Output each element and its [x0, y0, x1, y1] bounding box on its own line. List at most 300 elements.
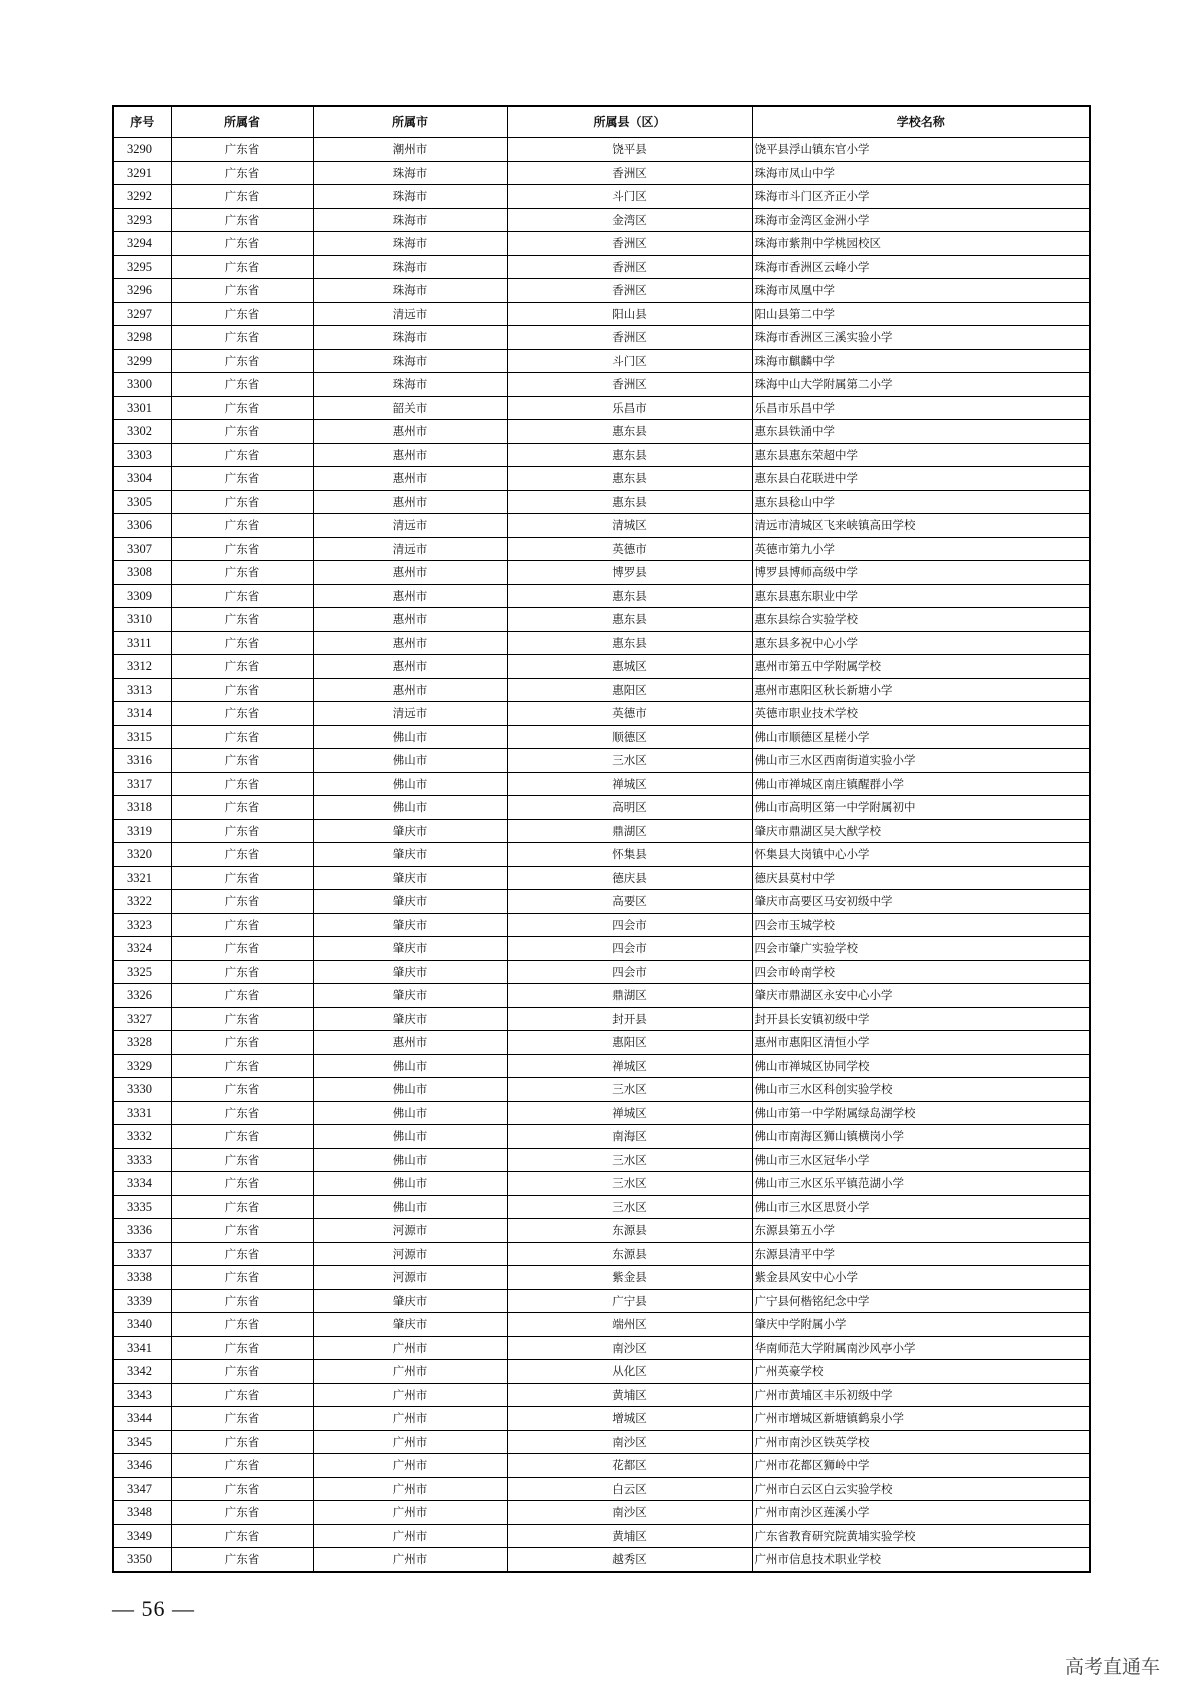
- cell-serial: 3305: [113, 490, 171, 514]
- cell-province: 广东省: [171, 1242, 313, 1266]
- table-header-row: [113, 106, 1090, 138]
- cell-serial: 3293: [113, 208, 171, 232]
- cell-province: 广东省: [171, 913, 313, 937]
- cell-city: 惠州市: [313, 490, 507, 514]
- cell-school-name: 广东省教育研究院黄埔实验学校: [752, 1524, 1090, 1548]
- cell-city: 珠海市: [313, 373, 507, 397]
- cell-province: 广东省: [171, 1266, 313, 1290]
- cell-serial: 3333: [113, 1148, 171, 1172]
- cell-city: 佛山市: [313, 1125, 507, 1149]
- cell-school-name: 博罗县博师高级中学: [752, 561, 1090, 585]
- cell-school-name: 肇庆市高要区马安初级中学: [752, 890, 1090, 914]
- cell-county: 端州区: [507, 1313, 752, 1337]
- cell-province: 广东省: [171, 373, 313, 397]
- cell-city: 珠海市: [313, 255, 507, 279]
- table-row: [113, 349, 1090, 373]
- cell-serial: 3349: [113, 1524, 171, 1548]
- cell-city: 佛山市: [313, 725, 507, 749]
- cell-city: 清远市: [313, 702, 507, 726]
- cell-county: 惠东县: [507, 584, 752, 608]
- cell-school-name: 广州市南沙区铁英学校: [752, 1430, 1090, 1454]
- cell-city: 佛山市: [313, 1195, 507, 1219]
- table-row: [113, 1548, 1090, 1572]
- table-row: [113, 138, 1090, 162]
- cell-county: 香洲区: [507, 326, 752, 350]
- table-row: [113, 937, 1090, 961]
- cell-serial: 3341: [113, 1336, 171, 1360]
- cell-province: 广东省: [171, 1125, 313, 1149]
- cell-school-name: 珠海市香洲区云峰小学: [752, 255, 1090, 279]
- cell-province: 广东省: [171, 349, 313, 373]
- cell-county: 饶平县: [507, 138, 752, 162]
- cell-province: 广东省: [171, 1101, 313, 1125]
- cell-county: 东源县: [507, 1242, 752, 1266]
- cell-serial: 3298: [113, 326, 171, 350]
- table-row: [113, 1054, 1090, 1078]
- cell-school-name: 饶平县浮山镇东官小学: [752, 138, 1090, 162]
- cell-province: 广东省: [171, 1430, 313, 1454]
- cell-school-name: 惠东县铁涌中学: [752, 420, 1090, 444]
- cell-serial: 3304: [113, 467, 171, 491]
- table-row: [113, 1101, 1090, 1125]
- cell-province: 广东省: [171, 1477, 313, 1501]
- cell-serial: 3317: [113, 772, 171, 796]
- cell-province: 广东省: [171, 1031, 313, 1055]
- table-row: [113, 185, 1090, 209]
- cell-serial: 3324: [113, 937, 171, 961]
- cell-school-name: 阳山县第二中学: [752, 302, 1090, 326]
- cell-province: 广东省: [171, 326, 313, 350]
- cell-county: 怀集县: [507, 843, 752, 867]
- cell-serial: 3319: [113, 819, 171, 843]
- cell-county: 惠东县: [507, 631, 752, 655]
- cell-serial: 3306: [113, 514, 171, 538]
- cell-school-name: 珠海市斗门区齐正小学: [752, 185, 1090, 209]
- cell-county: 英德市: [507, 702, 752, 726]
- cell-city: 肇庆市: [313, 1313, 507, 1337]
- cell-province: 广东省: [171, 1383, 313, 1407]
- cell-city: 惠州市: [313, 420, 507, 444]
- cell-province: 广东省: [171, 608, 313, 632]
- cell-school-name: 佛山市顺德区星槎小学: [752, 725, 1090, 749]
- cell-city: 清远市: [313, 514, 507, 538]
- cell-city: 广州市: [313, 1454, 507, 1478]
- cell-serial: 3336: [113, 1219, 171, 1243]
- header-city: 所属市: [313, 106, 507, 138]
- page-number: — 56 —: [112, 1596, 195, 1621]
- cell-county: 从化区: [507, 1360, 752, 1384]
- cell-province: 广东省: [171, 1336, 313, 1360]
- cell-county: 惠东县: [507, 467, 752, 491]
- cell-school-name: 惠州市惠阳区清恒小学: [752, 1031, 1090, 1055]
- cell-serial: 3337: [113, 1242, 171, 1266]
- cell-school-name: 佛山市高明区第一中学附属初中: [752, 796, 1090, 820]
- cell-province: 广东省: [171, 1289, 313, 1313]
- cell-county: 黄埔区: [507, 1524, 752, 1548]
- cell-city: 肇庆市: [313, 1289, 507, 1313]
- cell-serial: 3301: [113, 396, 171, 420]
- table-row: [113, 1219, 1090, 1243]
- cell-county: 英德市: [507, 537, 752, 561]
- cell-province: 广东省: [171, 279, 313, 303]
- cell-county: 香洲区: [507, 279, 752, 303]
- cell-county: 禅城区: [507, 1054, 752, 1078]
- cell-city: 广州市: [313, 1524, 507, 1548]
- table-row: [113, 326, 1090, 350]
- cell-city: 肇庆市: [313, 1007, 507, 1031]
- cell-city: 佛山市: [313, 796, 507, 820]
- cell-school-name: 惠东县白花联进中学: [752, 467, 1090, 491]
- table-row: [113, 631, 1090, 655]
- cell-school-name: 佛山市三水区思贤小学: [752, 1195, 1090, 1219]
- cell-school-name: 佛山市南海区狮山镇横岗小学: [752, 1125, 1090, 1149]
- table-row: [113, 1524, 1090, 1548]
- cell-school-name: 广州市白云区白云实验学校: [752, 1477, 1090, 1501]
- cell-city: 广州市: [313, 1501, 507, 1525]
- cell-province: 广东省: [171, 584, 313, 608]
- cell-city: 肇庆市: [313, 960, 507, 984]
- cell-county: 香洲区: [507, 255, 752, 279]
- cell-county: 金湾区: [507, 208, 752, 232]
- cell-county: 惠东县: [507, 443, 752, 467]
- cell-serial: 3297: [113, 302, 171, 326]
- cell-serial: 3329: [113, 1054, 171, 1078]
- cell-province: 广东省: [171, 1524, 313, 1548]
- cell-county: 高要区: [507, 890, 752, 914]
- cell-school-name: 珠海市凤山中学: [752, 161, 1090, 185]
- cell-city: 河源市: [313, 1219, 507, 1243]
- cell-county: 香洲区: [507, 232, 752, 256]
- cell-serial: 3294: [113, 232, 171, 256]
- table-row: [113, 866, 1090, 890]
- header-serial: 序号: [113, 106, 171, 138]
- cell-province: 广东省: [171, 1148, 313, 1172]
- cell-county: 顺德区: [507, 725, 752, 749]
- cell-province: 广东省: [171, 890, 313, 914]
- cell-city: 佛山市: [313, 1101, 507, 1125]
- cell-county: 香洲区: [507, 161, 752, 185]
- cell-serial: 3290: [113, 138, 171, 162]
- cell-province: 广东省: [171, 937, 313, 961]
- cell-school-name: 珠海中山大学附属第二小学: [752, 373, 1090, 397]
- cell-county: 惠城区: [507, 655, 752, 679]
- table-row: [113, 396, 1090, 420]
- table-row: [113, 373, 1090, 397]
- cell-serial: 3335: [113, 1195, 171, 1219]
- cell-school-name: 四会市肇广实验学校: [752, 937, 1090, 961]
- cell-province: 广东省: [171, 255, 313, 279]
- table-row: [113, 161, 1090, 185]
- cell-school-name: 清远市清城区飞来峡镇高田学校: [752, 514, 1090, 538]
- cell-province: 广东省: [171, 1407, 313, 1431]
- table-row: [113, 819, 1090, 843]
- table-row: [113, 702, 1090, 726]
- cell-school-name: 紫金县风安中心小学: [752, 1266, 1090, 1290]
- table-row: [113, 1125, 1090, 1149]
- table-row: [113, 1477, 1090, 1501]
- cell-serial: 3302: [113, 420, 171, 444]
- cell-serial: 3303: [113, 443, 171, 467]
- cell-school-name: 珠海市凤凰中学: [752, 279, 1090, 303]
- cell-school-name: 珠海市麒麟中学: [752, 349, 1090, 373]
- cell-serial: 3315: [113, 725, 171, 749]
- cell-province: 广东省: [171, 1078, 313, 1102]
- table-row: [113, 1078, 1090, 1102]
- table-row: [113, 913, 1090, 937]
- cell-province: 广东省: [171, 1007, 313, 1031]
- table-row: [113, 1007, 1090, 1031]
- cell-serial: 3334: [113, 1172, 171, 1196]
- cell-county: 斗门区: [507, 349, 752, 373]
- table-row: [113, 1336, 1090, 1360]
- cell-serial: 3310: [113, 608, 171, 632]
- cell-school-name: 佛山市三水区冠华小学: [752, 1148, 1090, 1172]
- table-row: [113, 561, 1090, 585]
- cell-school-name: 广州英豪学校: [752, 1360, 1090, 1384]
- cell-school-name: 珠海市香洲区三溪实验小学: [752, 326, 1090, 350]
- cell-city: 广州市: [313, 1407, 507, 1431]
- cell-county: 高明区: [507, 796, 752, 820]
- cell-province: 广东省: [171, 655, 313, 679]
- cell-county: 清城区: [507, 514, 752, 538]
- cell-serial: 3344: [113, 1407, 171, 1431]
- table-row: [113, 1195, 1090, 1219]
- table-row: [113, 443, 1090, 467]
- cell-city: 惠州市: [313, 1031, 507, 1055]
- cell-city: 佛山市: [313, 772, 507, 796]
- cell-city: 佛山市: [313, 1054, 507, 1078]
- cell-school-name: 广州市花都区狮岭中学: [752, 1454, 1090, 1478]
- cell-city: 珠海市: [313, 232, 507, 256]
- cell-county: 惠阳区: [507, 678, 752, 702]
- cell-city: 清远市: [313, 302, 507, 326]
- cell-school-name: 广宁县何楷铭纪念中学: [752, 1289, 1090, 1313]
- cell-serial: 3326: [113, 984, 171, 1008]
- cell-serial: 3296: [113, 279, 171, 303]
- cell-school-name: 广州市信息技术职业学校: [752, 1548, 1090, 1572]
- cell-city: 韶关市: [313, 396, 507, 420]
- cell-serial: 3346: [113, 1454, 171, 1478]
- cell-province: 广东省: [171, 1195, 313, 1219]
- cell-city: 佛山市: [313, 749, 507, 773]
- cell-province: 广东省: [171, 772, 313, 796]
- cell-province: 广东省: [171, 1454, 313, 1478]
- cell-city: 广州市: [313, 1548, 507, 1572]
- table-row: [113, 490, 1090, 514]
- cell-county: 禅城区: [507, 1101, 752, 1125]
- table-row: [113, 796, 1090, 820]
- table-row: [113, 1242, 1090, 1266]
- cell-province: 广东省: [171, 1501, 313, 1525]
- cell-county: 惠东县: [507, 608, 752, 632]
- cell-county: 香洲区: [507, 373, 752, 397]
- cell-province: 广东省: [171, 749, 313, 773]
- table-row: [113, 255, 1090, 279]
- cell-city: 惠州市: [313, 561, 507, 585]
- cell-school-name: 德庆县莫村中学: [752, 866, 1090, 890]
- cell-county: 广宁县: [507, 1289, 752, 1313]
- cell-province: 广东省: [171, 561, 313, 585]
- cell-serial: 3314: [113, 702, 171, 726]
- cell-county: 鼎湖区: [507, 819, 752, 843]
- cell-province: 广东省: [171, 631, 313, 655]
- cell-province: 广东省: [171, 819, 313, 843]
- cell-province: 广东省: [171, 138, 313, 162]
- cell-county: 三水区: [507, 1078, 752, 1102]
- cell-county: 三水区: [507, 1172, 752, 1196]
- cell-county: 阳山县: [507, 302, 752, 326]
- cell-city: 广州市: [313, 1360, 507, 1384]
- cell-city: 广州市: [313, 1477, 507, 1501]
- cell-school-name: 东源县第五小学: [752, 1219, 1090, 1243]
- cell-school-name: 佛山市三水区乐平镇范湖小学: [752, 1172, 1090, 1196]
- table-row: [113, 1148, 1090, 1172]
- cell-county: 鼎湖区: [507, 984, 752, 1008]
- cell-serial: 3299: [113, 349, 171, 373]
- cell-city: 佛山市: [313, 1148, 507, 1172]
- cell-city: 广州市: [313, 1336, 507, 1360]
- cell-serial: 3308: [113, 561, 171, 585]
- cell-province: 广东省: [171, 185, 313, 209]
- table-row: [113, 890, 1090, 914]
- cell-school-name: 惠东县惠东职业中学: [752, 584, 1090, 608]
- cell-province: 广东省: [171, 467, 313, 491]
- cell-province: 广东省: [171, 420, 313, 444]
- cell-school-name: 广州市增城区新塘镇鹤泉小学: [752, 1407, 1090, 1431]
- cell-serial: 3331: [113, 1101, 171, 1125]
- cell-serial: 3318: [113, 796, 171, 820]
- cell-serial: 3338: [113, 1266, 171, 1290]
- table-row: [113, 1407, 1090, 1431]
- table-row: [113, 678, 1090, 702]
- cell-county: 四会市: [507, 913, 752, 937]
- cell-county: 南沙区: [507, 1501, 752, 1525]
- cell-county: 封开县: [507, 1007, 752, 1031]
- cell-school-name: 佛山市禅城区协同学校: [752, 1054, 1090, 1078]
- cell-serial: 3323: [113, 913, 171, 937]
- cell-city: 肇庆市: [313, 937, 507, 961]
- cell-serial: 3292: [113, 185, 171, 209]
- cell-county: 德庆县: [507, 866, 752, 890]
- cell-school-name: 惠东县综合实验学校: [752, 608, 1090, 632]
- table-row: [113, 302, 1090, 326]
- cell-serial: 3340: [113, 1313, 171, 1337]
- cell-county: 惠东县: [507, 490, 752, 514]
- cell-school-name: 佛山市三水区西南街道实验小学: [752, 749, 1090, 773]
- cell-serial: 3325: [113, 960, 171, 984]
- cell-city: 广州市: [313, 1430, 507, 1454]
- table-row: [113, 514, 1090, 538]
- cell-city: 广州市: [313, 1383, 507, 1407]
- cell-school-name: 珠海市紫荆中学桃园校区: [752, 232, 1090, 256]
- table-row: [113, 420, 1090, 444]
- cell-province: 广东省: [171, 843, 313, 867]
- cell-school-name: 广州市黄埔区丰乐初级中学: [752, 1383, 1090, 1407]
- cell-county: 南沙区: [507, 1430, 752, 1454]
- cell-city: 肇庆市: [313, 866, 507, 890]
- table-row: [113, 1313, 1090, 1337]
- cell-county: 三水区: [507, 1195, 752, 1219]
- cell-province: 广东省: [171, 208, 313, 232]
- cell-serial: 3328: [113, 1031, 171, 1055]
- cell-school-name: 佛山市第一中学附属绿岛湖学校: [752, 1101, 1090, 1125]
- cell-city: 珠海市: [313, 349, 507, 373]
- cell-city: 珠海市: [313, 161, 507, 185]
- cell-county: 惠阳区: [507, 1031, 752, 1055]
- cell-city: 珠海市: [313, 185, 507, 209]
- table-row: [113, 584, 1090, 608]
- watermark-text: 高考直通车: [1064, 1656, 1160, 1678]
- cell-province: 广东省: [171, 514, 313, 538]
- cell-county: 惠东县: [507, 420, 752, 444]
- table-row: [113, 984, 1090, 1008]
- cell-city: 肇庆市: [313, 984, 507, 1008]
- cell-school-name: 封开县长安镇初级中学: [752, 1007, 1090, 1031]
- cell-school-name: 乐昌市乐昌中学: [752, 396, 1090, 420]
- cell-serial: 3343: [113, 1383, 171, 1407]
- cell-school-name: 华南师范大学附属南沙风亭小学: [752, 1336, 1090, 1360]
- cell-city: 肇庆市: [313, 913, 507, 937]
- cell-school-name: 惠东县惠东荣超中学: [752, 443, 1090, 467]
- table-row: [113, 1031, 1090, 1055]
- table-row: [113, 843, 1090, 867]
- cell-serial: 3342: [113, 1360, 171, 1384]
- cell-city: 惠州市: [313, 584, 507, 608]
- cell-county: 乐昌市: [507, 396, 752, 420]
- cell-county: 黄埔区: [507, 1383, 752, 1407]
- cell-county: 南沙区: [507, 1336, 752, 1360]
- header-province: 所属省: [171, 106, 313, 138]
- cell-city: 惠州市: [313, 443, 507, 467]
- cell-school-name: 佛山市禅城区南庄镇醒群小学: [752, 772, 1090, 796]
- cell-city: 佛山市: [313, 1078, 507, 1102]
- cell-serial: 3332: [113, 1125, 171, 1149]
- table-row: [113, 279, 1090, 303]
- cell-province: 广东省: [171, 232, 313, 256]
- cell-serial: 3348: [113, 1501, 171, 1525]
- cell-province: 广东省: [171, 796, 313, 820]
- cell-county: 紫金县: [507, 1266, 752, 1290]
- cell-city: 惠州市: [313, 608, 507, 632]
- cell-serial: 3322: [113, 890, 171, 914]
- cell-serial: 3300: [113, 373, 171, 397]
- cell-serial: 3311: [113, 631, 171, 655]
- cell-school-name: 惠州市第五中学附属学校: [752, 655, 1090, 679]
- cell-county: 三水区: [507, 1148, 752, 1172]
- cell-city: 清远市: [313, 537, 507, 561]
- table-row: [113, 608, 1090, 632]
- cell-province: 广东省: [171, 1548, 313, 1572]
- table-row: [113, 1172, 1090, 1196]
- cell-province: 广东省: [171, 702, 313, 726]
- cell-school-name: 四会市岭南学校: [752, 960, 1090, 984]
- cell-province: 广东省: [171, 443, 313, 467]
- table-row: [113, 1501, 1090, 1525]
- cell-province: 广东省: [171, 302, 313, 326]
- cell-province: 广东省: [171, 161, 313, 185]
- table-row: [113, 655, 1090, 679]
- cell-province: 广东省: [171, 1054, 313, 1078]
- cell-school-name: 东源县清平中学: [752, 1242, 1090, 1266]
- cell-city: 惠州市: [313, 631, 507, 655]
- cell-school-name: 肇庆市鼎湖区永安中心小学: [752, 984, 1090, 1008]
- cell-school-name: 肇庆中学附属小学: [752, 1313, 1090, 1337]
- cell-province: 广东省: [171, 396, 313, 420]
- cell-school-name: 英德市职业技术学校: [752, 702, 1090, 726]
- cell-county: 花都区: [507, 1454, 752, 1478]
- cell-city: 惠州市: [313, 655, 507, 679]
- table-row: [113, 1383, 1090, 1407]
